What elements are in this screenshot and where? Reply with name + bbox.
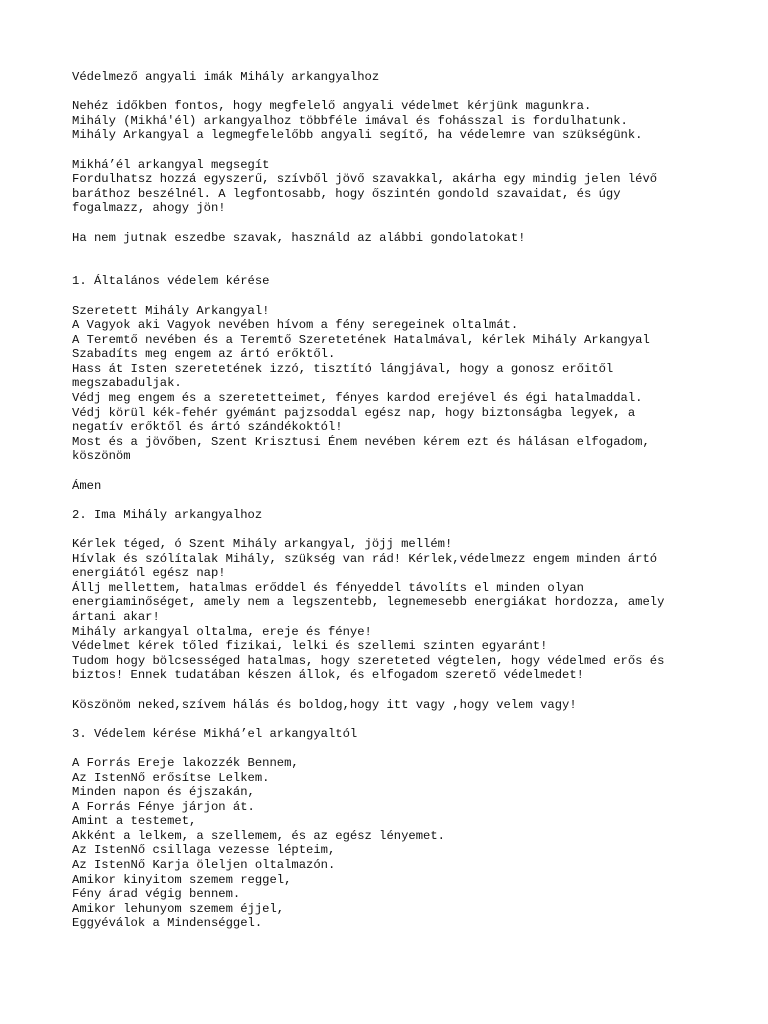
intro-line: Nehéz időkben fontos, hogy megfelelő angyali védelmet kérjünk magunkra. [72, 99, 592, 114]
prayer3-line: Az IstenNő erősítse Lelkem. [72, 770, 270, 785]
prayer1-amen: Ámen [72, 478, 102, 493]
spacer [72, 216, 692, 231]
prayer2-line: energiaminőséget, amely nem a legszentebb, legnemesebb energiákat hordozza, amely [72, 595, 665, 610]
hint-line: Ha nem jutnak eszedbe szavak, használd az alábbi gondolatokat! [72, 230, 526, 245]
prayer2-line: Tudom hogy bölcsességed hatalmas, hogy szereteted végtelen, hogy védelmed erős és [72, 653, 665, 668]
prayer1-line: köszönöm [72, 449, 131, 464]
prayer1-line: negatív erőktől és ártó szándékoktól! [72, 420, 343, 435]
help-line: baráthoz beszélnél. A legfontosabb, hogy őszintén gondold szavaidat, és úgy [72, 186, 621, 201]
help-line: fogalmazz, ahogy jön! [72, 201, 226, 216]
spacer [72, 245, 692, 274]
prayer1-line: Szabadíts meg engem az ártó erőktől. [72, 347, 336, 362]
spacer [72, 493, 692, 508]
document-page [72, 70, 692, 931]
spacer [72, 143, 692, 158]
prayer1-line: Védj meg engem és a szeretetteimet, fényes kardod erejével és égi hatalmaddal. [72, 391, 643, 406]
prayer3-line: Amikor kinyitom szemem reggel, [72, 872, 292, 887]
prayer1-line: Most és a jövőben, Szent Krisztusi Énem nevében kérem ezt és hálásan elfogadom, [72, 434, 650, 449]
document-title: Védelmező angyali imák Mihály arkangyalhoz [72, 70, 380, 84]
prayer3-heading: 3. Védelem kérése Mikhá’el arkangyaltól [72, 726, 358, 741]
prayer3-line: A Forrás Fénye járjon át. [72, 799, 255, 814]
prayer2-line: biztos! Ennek tudatában készen állok, és elfogadom szerető védelmedet! [72, 668, 584, 683]
prayer3-line: Fény árad végig bennem. [72, 887, 241, 902]
prayer3-line: Eggyéválok a Mindenséggel. [72, 916, 263, 931]
prayer1-line: Hass át Isten szeretetének izzó, tisztító lángjával, hogy a gonosz erőitől [72, 361, 614, 376]
prayer3-line: Amint a testemet, [72, 814, 197, 829]
prayer3-line: Minden napon és éjszakán, [72, 785, 255, 800]
prayer2-line: energiától egész nap! [72, 566, 226, 581]
spacer [72, 683, 692, 698]
intro-line: Mihály Arkangyal a legmegfelelőbb angyali segítő, ha védelemre van szükségünk. [72, 128, 643, 143]
prayer2-line: Védelmet kérek tőled fizikai, lelki és szellemi szinten egyaránt! [72, 639, 548, 654]
prayer3-line: Amikor lehunyom szemem éjjel, [72, 901, 285, 916]
spacer [72, 712, 692, 727]
intro-line: Mihály (Mikhá'él) arkangyalhoz többféle imával és fohásszal is fordulhatunk. [72, 113, 628, 128]
prayer1-line: Szeretett Mihály Arkangyal! [72, 303, 270, 318]
prayer2-line: Állj mellettem, hatalmas erőddel és fényeddel távolíts el minden olyan [72, 580, 584, 595]
prayer2-thanks: Köszönöm neked,szívem hálás és boldog,hogy itt vagy ,hogy velem vagy! [72, 697, 577, 712]
spacer [72, 289, 692, 304]
prayer1-line: megszabaduljak. [72, 376, 182, 391]
spacer [72, 464, 692, 479]
prayer2-line: Mihály arkangyal oltalma, ereje és fénye! [72, 624, 372, 639]
prayer3-line: Akként a lelkem, a szellemem, és az egész lényemet. [72, 828, 445, 843]
spacer [72, 522, 692, 537]
prayer2-line: ártani akar! [72, 609, 160, 624]
help-heading: Mikhá’él arkangyal megsegít [72, 157, 270, 172]
prayer3-line: Az IstenNő csillaga vezesse lépteim, [72, 843, 336, 858]
prayer1-line: A Teremtő nevében és a Teremtő Szeretetének Hatalmával, kérlek Mihály Arkangyal [72, 332, 650, 347]
help-line: Fordulhatsz hozzá egyszerű, szívből jövő szavakkal, akárha egy mindig jelen lévő [72, 172, 658, 187]
prayer1-line: A Vagyok aki Vagyok nevében hívom a fény seregeinek oltalmát. [72, 318, 519, 333]
prayer1-line: Védj körül kék-fehér gyémánt pajzsoddal egész nap, hogy biztonságba legyek, a [72, 405, 636, 420]
prayer3-line: Az IstenNő Karja öleljen oltalmazón. [72, 858, 336, 873]
spacer [72, 741, 692, 756]
prayer1-heading: 1. Általános védelem kérése [72, 274, 270, 289]
prayer3-line: A Forrás Ereje lakozzék Bennem, [72, 755, 299, 770]
prayer2-line: Kérlek téged, ó Szent Mihály arkangyal, jöjj mellém! [72, 537, 453, 551]
spacer [72, 85, 692, 100]
prayer2-heading: 2. Ima Mihály arkangyalhoz [72, 507, 263, 522]
prayer2-line: Hívlak és szólítalak Mihály, szükség van rád! Kérlek,védelmezz engem minden ártó [72, 551, 658, 566]
